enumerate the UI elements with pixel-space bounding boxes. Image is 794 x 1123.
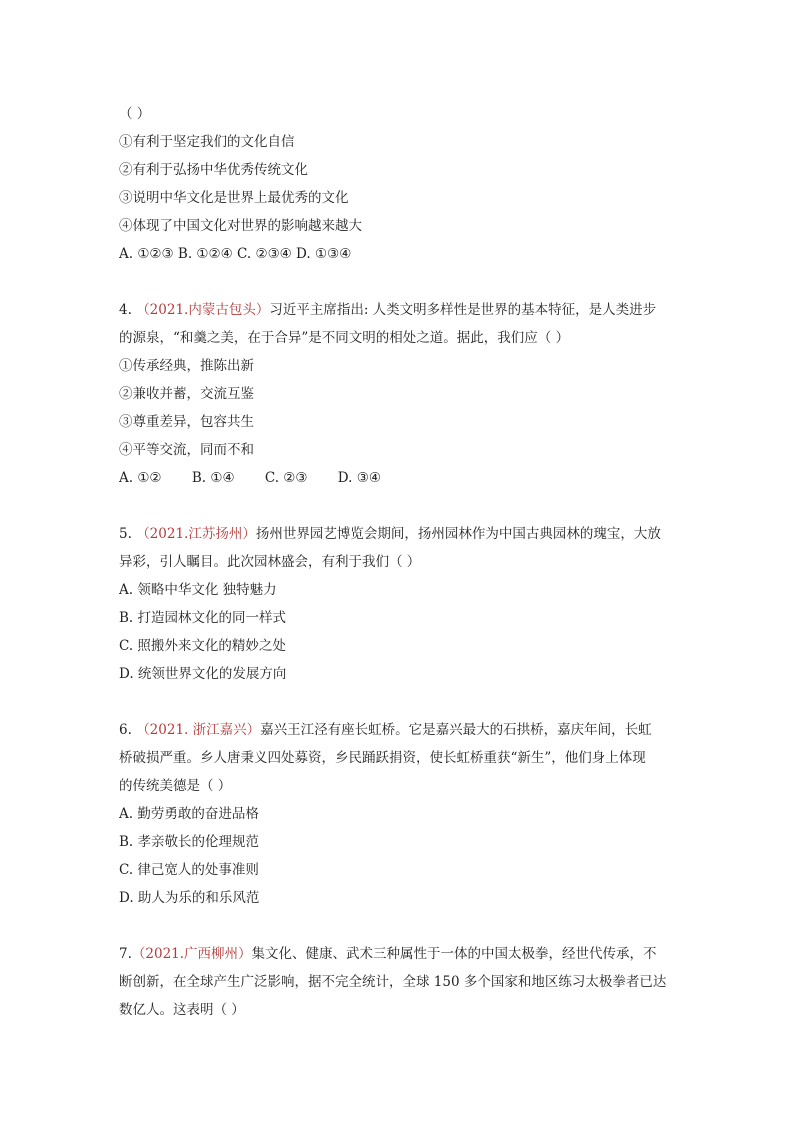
q7-stem-line-2: 断创新，在全球产生广泛影响，据不完全统计，全球 150 多个国家和地区练习太极拳者已达 (119, 974, 667, 990)
q5-option-a: A. 领略中华文化 独特魅力 (119, 582, 277, 598)
q3-item-1: ①有利于坚定我们的文化自信 (119, 134, 295, 150)
q5-stem-line-1 (119, 524, 661, 544)
q5-option-c: C. 照搬外来文化的精妙之处 (119, 638, 286, 654)
q5-option-b: B. 打造园林文化的同一样式 (119, 610, 287, 626)
q7-stem-line-3: 数亿人。这表明（ ） (119, 1002, 245, 1018)
q3-item-3: ③说明中华文化是世界上最优秀的文化 (119, 190, 349, 206)
q3-item-4: ④体现了中国文化对世界的影响越来越大 (119, 218, 362, 234)
q4-option-c: C. ②③ (264, 470, 308, 486)
q5-stem-text-1: 扬州世界园艺博览会期间，扬州园林作为中国古典园林的瑰宝，大放 (255, 526, 661, 542)
q6-source: （2021. 浙江嘉兴） (136, 722, 261, 738)
q6-stem-text-1: 嘉兴王江泾有座长虹桥。它是嘉兴最大的石拱桥，嘉庆年间，长虹 (260, 722, 652, 738)
q4-item-1: ①传承经典，推陈出新 (119, 358, 254, 374)
q7-stem-line-1 (119, 944, 657, 964)
q5-option-d: D. 统领世界文化的发展方向 (119, 666, 287, 682)
q6-stem-line-2: 桥破损严重。乡人唐秉义四处募资，乡民踊跃捐资，使长虹桥重获“新生”，他们身上体现 (119, 750, 646, 766)
q6-option-c: C. 律己宽人的处事准则 (119, 862, 259, 878)
q4-stem-line-2: 的源泉，“和羹之美，在于合异”是不同文明的相处之道。据此，我们应（ ） (119, 330, 570, 346)
q6-stem-line-3: 的传统美德是（ ） (119, 778, 232, 794)
q4-options (119, 468, 381, 488)
q4-item-2: ②兼收并蓄，交流互鉴 (119, 386, 254, 402)
q7-stem-text-1: 集文化、健康、武术三种属性于一体的中国太极拳，经世代传承，不 (251, 946, 657, 962)
q7-number: 7. (119, 946, 132, 962)
q6-number: 6. (119, 722, 132, 738)
q6-stem-line-1 (119, 720, 652, 740)
q6-option-d: D. 助人为乐的和乐风范 (119, 890, 260, 906)
q4-item-3: ③尊重差异，包容共生 (119, 414, 254, 430)
q6-option-a: A. 勤劳勇敢的奋进品格 (119, 806, 259, 822)
q4-source: （2021.内蒙古包头） (136, 302, 270, 318)
q5-stem-line-2: 异彩，引人瞩目。此次园林盛会，有利于我们（ ） (119, 554, 421, 570)
q4-option-d: D. ③④ (337, 470, 381, 486)
q3-item-2: ②有利于弘扬中华优秀传统文化 (119, 162, 308, 178)
q3-stem-end: （ ） (119, 106, 151, 122)
q4-item-4: ④平等交流，同而不和 (119, 442, 254, 458)
q4-number: 4. (119, 302, 132, 318)
q6-option-b: B. 孝亲敬长的伦理规范 (119, 834, 260, 850)
q5-number: 5. (119, 526, 132, 542)
q7-source: （2021.广西柳州） (131, 946, 252, 962)
q3-options: A. ①②③ B. ①②④ C. ②③④ D. ①③④ (119, 246, 352, 262)
q5-source: （2021.江苏扬州） (136, 526, 256, 542)
q4-option-a: A. ①② (119, 470, 162, 486)
q4-stem-line-1 (119, 300, 656, 320)
q4-stem-text-1: 习近平主席指出: 人类文明多样性是世界的基本特征，是人类进步 (269, 302, 657, 318)
q4-option-b: B. ①④ (191, 470, 235, 486)
